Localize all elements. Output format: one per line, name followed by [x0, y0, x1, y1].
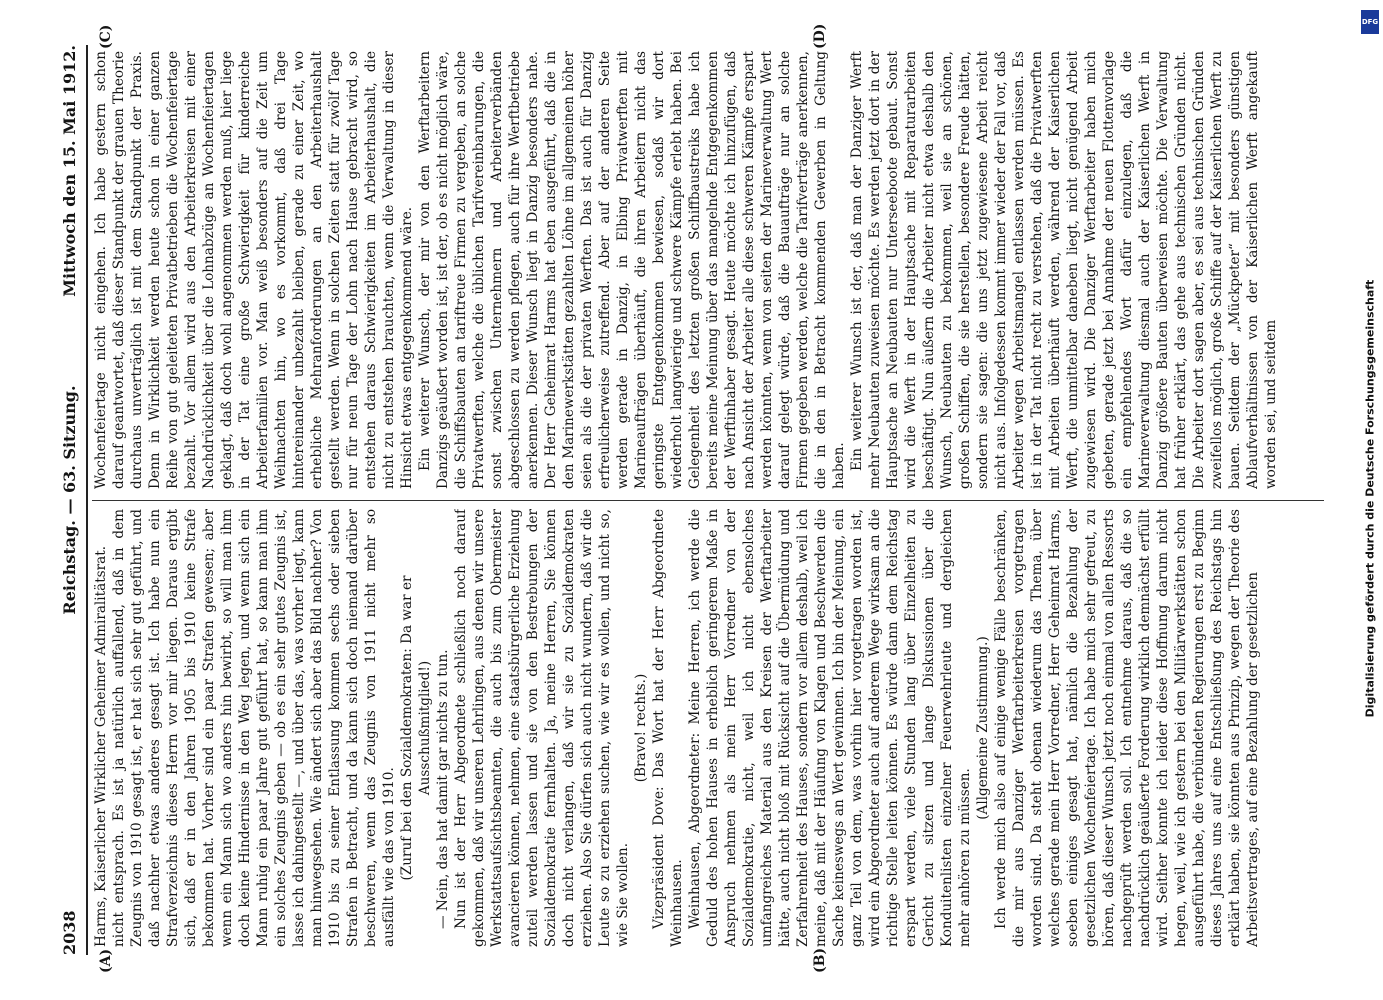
dfg-logo-icon: DFG — [1361, 10, 1379, 34]
right-column — [92, 51, 1324, 489]
margin-marker-c: (C) — [97, 24, 114, 49]
paragraph: Weinhausen, Abgeordneter: Meine Herren, ich werde die Geduld des hohen Hauses in erheblich geringerem Maße in Anspruch nehmen als mein Herr Vorredner von der Sozialdemokratie, nicht, weil ich nicht ebensolches umfangreiches Material aus den Kreisen der Werftarbeiter hätte, auch nicht bloß mit Rücksicht auf die Übermüdung und Zerfahrenheit des Hauses, sondern vor allem deshalb, weil ich meine, daß mit der Häufung von Klagen und Beschwerden die Sache keineswegs an Wert gewinnen. Ich bin der Meinung, ein ganz Teil von dem, was vorhin hier vorgetragen worden ist, wird ein Abgeordneter auch auf anderem Wege wirksam an die richtige Stelle leiten können. Es würde dann dem Reichstag erspart werden, viele Stunden lang über Einzelheiten zu Gericht zu sitzen und lange Diskussionen über die Konduitenlisten einzelner Feuerwehrleute und dergleichen mehr anhören zu müssen. — [686, 509, 973, 947]
paragraph: Vizepräsident Dove: Das Wort hat der Herr Abgeordnete Weinhausen. — [650, 509, 685, 947]
paragraph: Ein weiterer Wunsch ist der, daß man der Danziger Werft mehr Neubauten zuweisen möchte. Es werden jetzt dort in der Hauptsache an Neubauten nur Unterseeboote gebaut. Sonst wird die Werft in der Hauptsache mit Reparaturarbeiten beschäftigt. Nun äußern die Arbeiter nicht etwa deshalb den Wunsch, Neubauten zu bekommen, weil sie an schönen, großen Schiffen, die sie herstellen, besondere Freude hätten, sondern sie sagen: die uns jetzt zugewiesene Arbeit reicht nicht aus. Infolgedessen kommt immer wieder der Fall vor, daß Arbeiter wegen Arbeitsmangel entlassen werden müssen. Es ist in der Tat nicht recht zu verstehen, daß die Privatwerften mit Arbeiten überhäuft werden, während der Kaiserlichen Werft, die unmittelbar daneben liegt, nicht genügend Arbeit zugewiesen wird. Die Danziger Werftarbeiter haben mich gebeten, gerade jetzt bei Annahme der neuen Flottenvorlage ein empfehlendes Wort dafür einzulegen, daß die Marineverwaltung diesmal auch der Kaiserlichen Werft in Danzig größere Bauten überweisen möchte. Die Verwaltung hat früher erklärt, das gehe aus technischen Gründen nicht. Die Arbeiter dort sagen aber, es sei aus technischen Gründen zweifellos möglich, große Schiffe auf der Kaiserlichen Werft zu bauen. Seitdem der „Mückpeter“ mit besonders günstigen Ablaufverhältnissen von der Kaiserlichen Werft angekauft worden sei, und seitdem — [848, 51, 1279, 489]
digitization-sidebar — [1359, 6, 1381, 994]
margin-marker-b: (B) — [811, 947, 828, 973]
interjection: (Allgemeine Zustimmung.) — [974, 636, 991, 820]
header-rule — [86, 45, 88, 955]
digitization-credit: Digitalisierung gefördert durch die Deutsche Forschungsgemeinschaft — [1363, 279, 1377, 718]
left-column — [92, 509, 1324, 947]
paragraph: Ich werde mich also auf einige wenige Fälle beschränken, die mir aus Danziger Werftarbeiterkreisen vorgetragen worden sind. Da steht obenan wiederum das Thema, über welches gerade mein Herr Vorredner, Herr Geheimrat Harms, soeben einiges gesagt hat, nämlich die Bezahlung der gesetzlichen Wochenfeiertage. Ich habe mich sehr gefreut, zu hören, daß dieser Wunsch jetzt noch einmal von allen Ressorts nachgeprüft werden soll. Ich entnehme daraus, daß die so nachdrücklich geäußerte Forderung wirklich demnächst erfüllt wird. Seither konnte ich leider diese Hoffnung darum nicht hegen, weil, wie ich gestern bei den Militärwerkstätten schon ausgeführt habe, die verbündeten Regierungen erst zu Beginn dieses Jahres uns auf eine Entschließung des Reichstags hin erklärt haben, sie könnten aus Prinzip, wegen der Theorie des Arbeitsvertrages, auf eine Bezahlung der gesetzlichen — [992, 509, 1261, 947]
page-number: 2038 — [59, 910, 79, 955]
interjection: (Zuruf bei den Sozialdemokraten: Da war er Ausschußmitglied!) — [398, 575, 433, 881]
column-divider — [92, 500, 1324, 501]
paragraph: Ein weiterer Wunsch, der mir von den Werftarbeitern Danzigs geäußert worden ist, ist der, ob es nicht möglich wäre, die Schiffsbauten an tariftreue Firmen zu vergeben, an solche Privatwerften, welche die üblichen Tarifvereinbarungen, die sonst zwischen Unternehmern und Arbeiterverbänden abgeschlossen zu werden pflegen, auch für ihre Werftbetriebe anerkennen. Dieser Wunsch liegt in Danzig besonders nahe. Der Herr Geheimrat Harms hat eben ausgeführt, daß die in den Marinewerkstätten gezahlten Löhne im allgemeinen höher seien als die der privaten Werften. Das ist auch für Danzig erfreulicherweise zutreffend. Aber auf der anderen Seite werden gerade in Danzig, in Elbing Privatwerften mit Marineaufträgen überhäuft, die ihren Arbeitern nicht das geringste Entgegenkommen bewiesen, sodaß wir dort wiederholt langwierige und schwere Kämpfe erlebt haben. Bei Gelegenheit des letzten großen Schiffbaustreiks habe ich bereits meine Meinung über das mangelnde Entgegenkommen der Werftinhaber gesagt. Heute möchte ich hinzufügen, daß nach Ansicht der Arbeiter alle diese schweren Kämpfe erspart werden könnten, wenn von seiten der Marineverwaltung Wert darauf gelegt würde, daß die Bauaufträge nur an solche Firmen gegeben werden, welche die Tarifverträge anerkennen, die in den in Betracht kommenden Gewerben in Geltung haben. — [416, 51, 847, 489]
session-title: Reichstag. — 63. Sitzung. — [59, 385, 79, 615]
session-date: Mittwoch den 15. Mai 1912. — [59, 45, 79, 297]
paragraph: — Nein, das hat damit gar nichts zu tun. — [434, 649, 451, 929]
interjection: (Bravo! rechts.) — [632, 673, 649, 783]
paragraph: Nun ist der Herr Abgeordnete schließlich noch darauf gekommen, daß wir unseren Lehrlingen, aus denen wir unsere Werkstattsaufsichtsbeamten, die auch bis zum Obermeister avancieren können, nehmen, eine staatsbürgerliche Erziehung zuteil werden lassen und sie von den Bestrebungen der Sozialdemokratie fernhalten. Ja, meine Herren, Sie können doch nicht verlangen, daß wir sie zu Sozialdemokraten erziehen. Also Sie dürfen sich auch nicht wundern, daß wir die Leute so zu erziehen suchen, wie wir es wollen, und nicht so, wie Sie wollen. — [452, 509, 631, 947]
page-header — [60, 45, 84, 955]
paragraph: Wochenfeiertage nicht eingehen. Ich habe gestern schon darauf geantwortet, daß dieser Standpunkt der grauen Theorie durchaus unverträglich ist mit dem Standpunkt der Praxis. Denn in Wirklichkeit werden heute schon in einer ganzen Reihe von gut geleiteten Privatbetrieben die Wochenfeiertage bezahlt. Vor allem wird aus den Arbeiterkreisen mit einer Nachdrücklichkeit über die Lohnabzüge an Wochenfeiertagen geklagt, daß doch wohl angenommen werden muß, hier liege in der Tat eine große Schwierigkeit für kinderreiche Arbeiterfamilien vor. Man weiß besonders auf die Zeit um Weihnachten hin, wo es vorkommt, daß drei Tage hintereinander unbezahlt bleiben, gerade zu einer Zeit, wo erhebliche Mehranforderungen an den Arbeiterhaushalt gestellt werden. Wenn in solchen Zeiten statt für zwölf Tage nur für neun Tage der Lohn nach Hause gebracht wird, so entstehen daraus Schwierigkeiten im Arbeiterhaushalt, die nicht zu entstehen brauchten, wenn die Verwaltung in dieser Hinsicht etwas entgegenkommend wäre. — [92, 51, 415, 489]
speaker-line: Harms, Kaiserlicher Wirklicher Geheimer Admiralitätsrat. — [92, 545, 109, 947]
paragraph: nicht entsprach. Es ist ja natürlich auffallend, daß in dem Zeugnis von 1910 gesagt ist, er hat sich sehr gut geführt, und daß nachher etwas anderes gesagt ist. Ich habe nun ein Strafverzeichnis dieses Herrn vor mir liegen. Daraus ergibt sich, daß er in den Jahren 1905 bis 1910 keine Strafe bekommen hat. Vorher sind ein paar Strafen gewesen; aber wenn ein Mann sich wo anders hin bewirbt, so will man ihm doch keine Hindernisse in den Weg legen, und wenn sich ein Mann ruhig ein paar Jahre gut geführt hat, so kann man ihm ein solches Zeugnis geben — ob es ein sehr gutes Zeugnis ist, lasse ich dahingestellt —, und über das, was vorher liegt, kann man hinwegsehen. Wie ändert sich aber das Bild nachher? Von 1910 bis zu seiner Entlassung kommen sechs oder sieben Strafen in Betracht, und da kann sich doch niemand darüber beschweren, wenn das Zeugnis von 1911 nicht mehr so ausfällt wie das von 1910. — [110, 509, 397, 947]
document-page — [52, 25, 1332, 975]
margin-marker-d: (D) — [811, 23, 828, 49]
margin-marker-a: (A) — [97, 948, 114, 973]
